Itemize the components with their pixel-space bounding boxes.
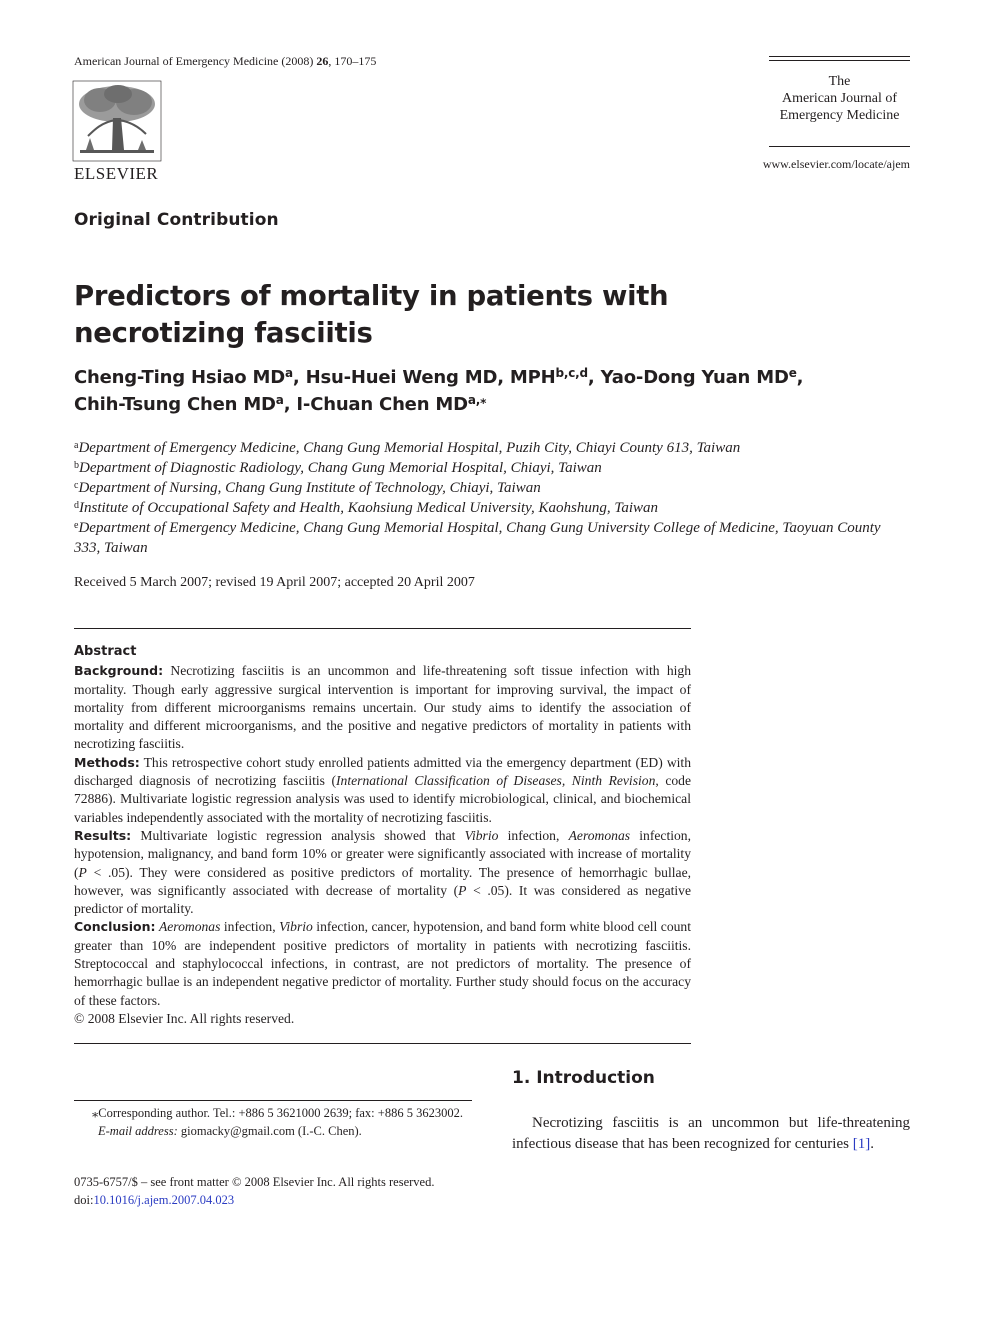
- abstract-italic: P: [78, 864, 87, 880]
- abstract-text: infection, cancer, hypotension, and band form white blood cell count greater than 10% are independent positive predictors of mortality in patients with necrotizing fasciitis. Streptococcal and staphylococcal infections, in contrast, are not predictors of mortality. The presence of hemorrhagic bullae is an independent negative predictor of mortality. Further study should focus on the accuracy of these factors.: [74, 919, 692, 1008]
- abstract-label: Results:: [74, 827, 132, 843]
- corresponding-author: ⁎Corresponding author. Tel.: +886 5 3621000 2639; fax: +886 5 3623002.: [92, 1106, 463, 1120]
- masthead-bottom-rule: [769, 146, 910, 147]
- abstract-label: Methods:: [74, 754, 140, 770]
- footnote-rule: [74, 1100, 472, 1101]
- abstract-text: , code 72886). Multivariate logistic regression analysis was used to identify microbiological, clinical, and biochemical variables independently associated with the mortality of necrotizing fasciitis.: [74, 773, 691, 825]
- abstract-text: Multivariate logistic regression analysis showed that: [131, 827, 465, 843]
- title-line: necrotizing fasciitis: [74, 317, 373, 349]
- author-affil-sup[interactable]: b,c,d: [555, 366, 588, 380]
- journal-url[interactable]: www.elsevier.com/locate/ajem: [762, 157, 910, 171]
- affiliation: [74, 478, 904, 498]
- affiliation-key: d: [74, 500, 79, 511]
- article-title: [74, 278, 774, 352]
- author-name: Hsu-Huei Weng MD, MPH: [305, 367, 556, 388]
- email-line: [74, 1122, 472, 1140]
- elsevier-wordmark: ELSEVIER: [74, 164, 159, 183]
- reference-link[interactable]: [1]: [852, 1136, 871, 1152]
- abstract-methods: [74, 754, 691, 827]
- author-affil-sup[interactable]: e: [788, 366, 797, 380]
- corresponding-footnote: [74, 1104, 472, 1140]
- author-affil-sup[interactable]: a,⁎: [467, 393, 487, 407]
- author-name: Cheng-Ting Hsiao MD: [74, 367, 285, 388]
- author-name: I-Chuan Chen MD: [296, 394, 468, 415]
- author-list: [74, 364, 894, 418]
- abstract: [74, 643, 691, 1028]
- front-matter: [74, 1173, 484, 1209]
- affiliation-text: Institute of Occupational Safety and Health, Kaohsiung Medical University, Kaohshung, Taiwan: [79, 500, 658, 516]
- author-separator: ,: [796, 367, 804, 388]
- journal-masthead: [769, 56, 910, 124]
- affiliation-text: Department of Emergency Medicine, Chang Gung Memorial Hospital, Puzih City, Chiayi County 613, Taiwan: [78, 440, 741, 456]
- abstract-text: Necrotizing fasciitis is an uncommon and life-threatening soft tissue infection with high mortality. Though early aggressive surgical intervention is important for improving survival, the impact of mortality from different microorganisms remains uncertain. Our study aims to identify the association of mortality and different microorganisms, and the positive and negative predictors of mortality in patients with necrotizing fasciitis.: [74, 663, 691, 752]
- journal-name-line: The: [828, 74, 851, 89]
- abstract-italic: Vibrio: [464, 827, 499, 843]
- journal-name-line: American Journal of: [781, 91, 898, 106]
- doi-line: [74, 1191, 484, 1209]
- section-label: Original Contribution: [74, 210, 279, 230]
- abstract-text: < .05). They were considered as positive predictors of mortality. The presence of hemorrhagic bullae, however, was significantly associated with decrease of mortality (: [74, 864, 691, 898]
- abstract-italic: P: [458, 882, 467, 898]
- abstract-label: Background:: [74, 663, 164, 679]
- abstract-top-rule: [74, 628, 691, 629]
- citation-volume: 26: [316, 54, 329, 68]
- author-name: Chih-Tsung Chen MD: [74, 394, 276, 415]
- author-name: Yao-Dong Yuan MD: [600, 367, 789, 388]
- author-separator: ,: [283, 394, 297, 415]
- affiliation-key: b: [74, 460, 79, 471]
- abstract-text: infection,: [498, 827, 569, 843]
- email-value[interactable]: giomacky@gmail.com (I.-C. Chen).: [177, 1124, 362, 1138]
- affiliation: [74, 518, 904, 558]
- affiliation: [74, 438, 904, 458]
- citation-pages: , 170–175: [328, 54, 377, 68]
- abstract-bottom-rule: [74, 1043, 691, 1044]
- abstract-italic: Aeromonas: [158, 919, 221, 935]
- author-affil-sup[interactable]: a: [284, 366, 293, 380]
- author-affil-sup[interactable]: a: [275, 393, 284, 407]
- received-dates: Received 5 March 2007; revised 19 April 2007; accepted 20 April 2007: [74, 575, 475, 590]
- abstract-heading: Abstract: [74, 644, 137, 659]
- abstract-results: [74, 827, 691, 918]
- affiliation-text: Department of Diagnostic Radiology, Chang Gung Memorial Hospital, Chiayi, Taiwan: [79, 460, 602, 476]
- abstract-italic: Vibrio: [279, 919, 313, 935]
- elsevier-logo: [72, 80, 164, 184]
- abstract-conclusion: [74, 918, 691, 1009]
- affiliation-list: [74, 438, 904, 558]
- abstract-italic: International Classification of Diseases, Ninth Revision: [336, 773, 656, 789]
- affiliation-key: a: [74, 440, 79, 451]
- abstract-text: infection, hypotension, malignancy, and band form 10% or greater were significantly associated with increase of mortality (: [74, 827, 691, 880]
- abstract-label: Conclusion:: [74, 919, 156, 935]
- introduction-paragraph: [512, 1113, 910, 1155]
- journal-name: [769, 73, 910, 124]
- introduction-heading: 1. Introduction: [512, 1068, 655, 1088]
- affiliation-key: c: [74, 480, 79, 491]
- email-label: E-mail address:: [98, 1124, 178, 1138]
- abstract-text: This retrospective cohort study enrolled patients admitted via the emergency department (ED) with discharged diagnosis of necrotizing fasciitis (: [74, 754, 691, 789]
- masthead-rule: [769, 56, 910, 57]
- citation-journal: American Journal of Emergency Medicine (2008): [74, 54, 317, 68]
- title-line: Predictors of mortality in patients with: [74, 280, 669, 312]
- abstract-background: [74, 662, 691, 753]
- introduction-text: Necrotizing fasciitis is an uncommon but life-threatening infectious disease that has been recognized for centuries: [512, 1115, 910, 1152]
- doi-label: doi:: [74, 1193, 94, 1207]
- abstract-text: infection,: [220, 919, 280, 935]
- doi-link[interactable]: 10.1016/j.ajem.2007.04.023: [93, 1193, 235, 1207]
- affiliation: [74, 498, 904, 518]
- abstract-copyright: © 2008 Elsevier Inc. All rights reserved.: [74, 1010, 295, 1026]
- journal-citation: [74, 54, 376, 69]
- affiliation-text: Department of Emergency Medicine, Chang Gung Memorial Hospital, Chang Gung University College of Medicine, Taoyuan County 333, Taiwan: [74, 520, 881, 556]
- abstract-text: < .05). It was considered as negative predictor of mortality.: [74, 882, 692, 917]
- affiliation-key: e: [74, 520, 79, 531]
- affiliation: [74, 458, 904, 478]
- masthead-rule: [769, 60, 910, 61]
- author-separator: ,: [292, 367, 306, 388]
- affiliation-text: Department of Nursing, Chang Gung Institute of Technology, Chiayi, Taiwan: [78, 480, 541, 496]
- issn-line: 0735-6757/$ – see front matter © 2008 Elsevier Inc. All rights reserved.: [74, 1175, 435, 1189]
- elsevier-tree-icon: [72, 80, 162, 162]
- journal-name-line: Emergency Medicine: [779, 108, 900, 123]
- introduction-end: .: [870, 1136, 874, 1152]
- author-separator: ,: [587, 367, 601, 388]
- abstract-italic: Aeromonas: [568, 827, 631, 843]
